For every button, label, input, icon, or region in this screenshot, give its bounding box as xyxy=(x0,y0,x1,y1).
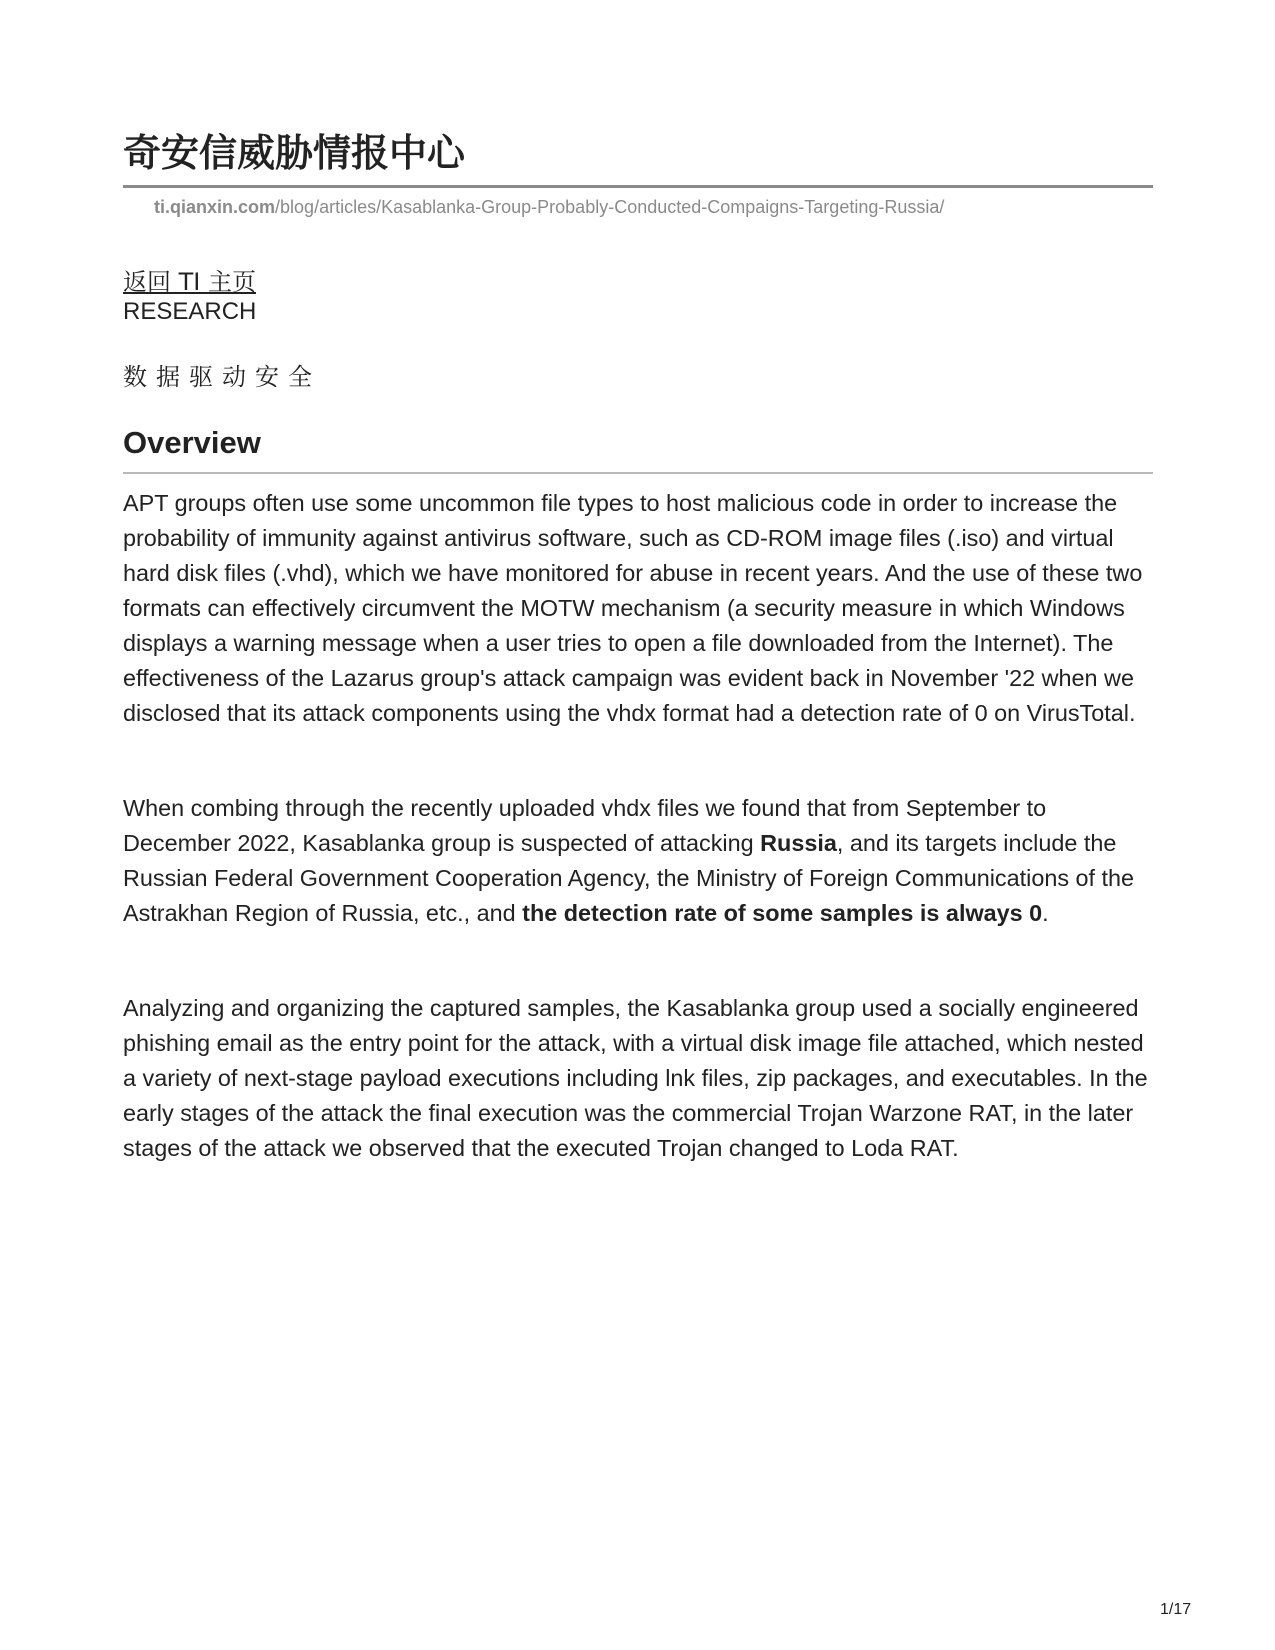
site-title: 奇安信威胁情报中心 xyxy=(123,131,466,175)
paragraph-2 xyxy=(123,791,1153,931)
slogan: 数据驱动安全 xyxy=(123,363,321,391)
paragraph-2-bold-russia: Russia xyxy=(760,830,837,856)
paragraph-2-text-b: , and its targets include the Russian Federal Government Cooperation Agency, the Ministry of Foreign Communications of the Astrakhan Region of Russia, etc., and xyxy=(123,830,1135,926)
section-divider xyxy=(123,472,1153,474)
section-heading-overview: Overview xyxy=(123,425,261,460)
paragraph-2-text-a: When combing through the recently uploaded vhdx files we found that from September to December 2022, Kasablanka group is suspected of attacking xyxy=(123,795,1047,856)
url-path: /blog/articles/Kasablanka-Group-Probably-Conducted-Compaigns-Targeting-Russia/ xyxy=(275,197,945,217)
source-url[interactable] xyxy=(154,197,944,218)
back-to-ti-home-link[interactable]: 返回 TI 主页 xyxy=(123,268,256,296)
paragraph-1: APT groups often use some uncommon file types to host malicious code in order to increase the probability of immunity against antivirus software, such as CD-ROM image files (.iso) and virtual hard disk files (.vhd), which we have monitored for abuse in recent years. And the use of these two formats can effectively circumvent the MOTW mechanism (a security measure in which Windows displays a warning message when a user tries to open a file downloaded from the Internet). The effectiveness of the Lazarus group's attack campaign was evident back in November '22 when we disclosed that its attack components using the vhdx format had a detection rate of 0 on VirusTotal. xyxy=(123,490,1143,726)
paragraph-2-text-c: . xyxy=(1042,900,1049,926)
page-number: 1/17 xyxy=(1160,1601,1192,1618)
url-domain: ti.qianxin.com xyxy=(154,197,276,217)
title-divider xyxy=(123,185,1153,188)
paragraph-3: Analyzing and organizing the captured samples, the Kasablanka group used a socially engineered phishing email as the entry point for the attack, with a virtual disk image file attached, which nested a variety of next-stage payload executions including lnk files, zip packages, and executables. In the early stages of the attack the final execution was the commercial Trojan Warzone RAT, in the later stages of the attack we observed that the executed Trojan changed to Loda RAT. xyxy=(123,995,1148,1161)
category-label: RESEARCH xyxy=(123,298,257,325)
paragraph-2-bold-detection: the detection rate of some samples is always 0 xyxy=(522,900,1043,926)
